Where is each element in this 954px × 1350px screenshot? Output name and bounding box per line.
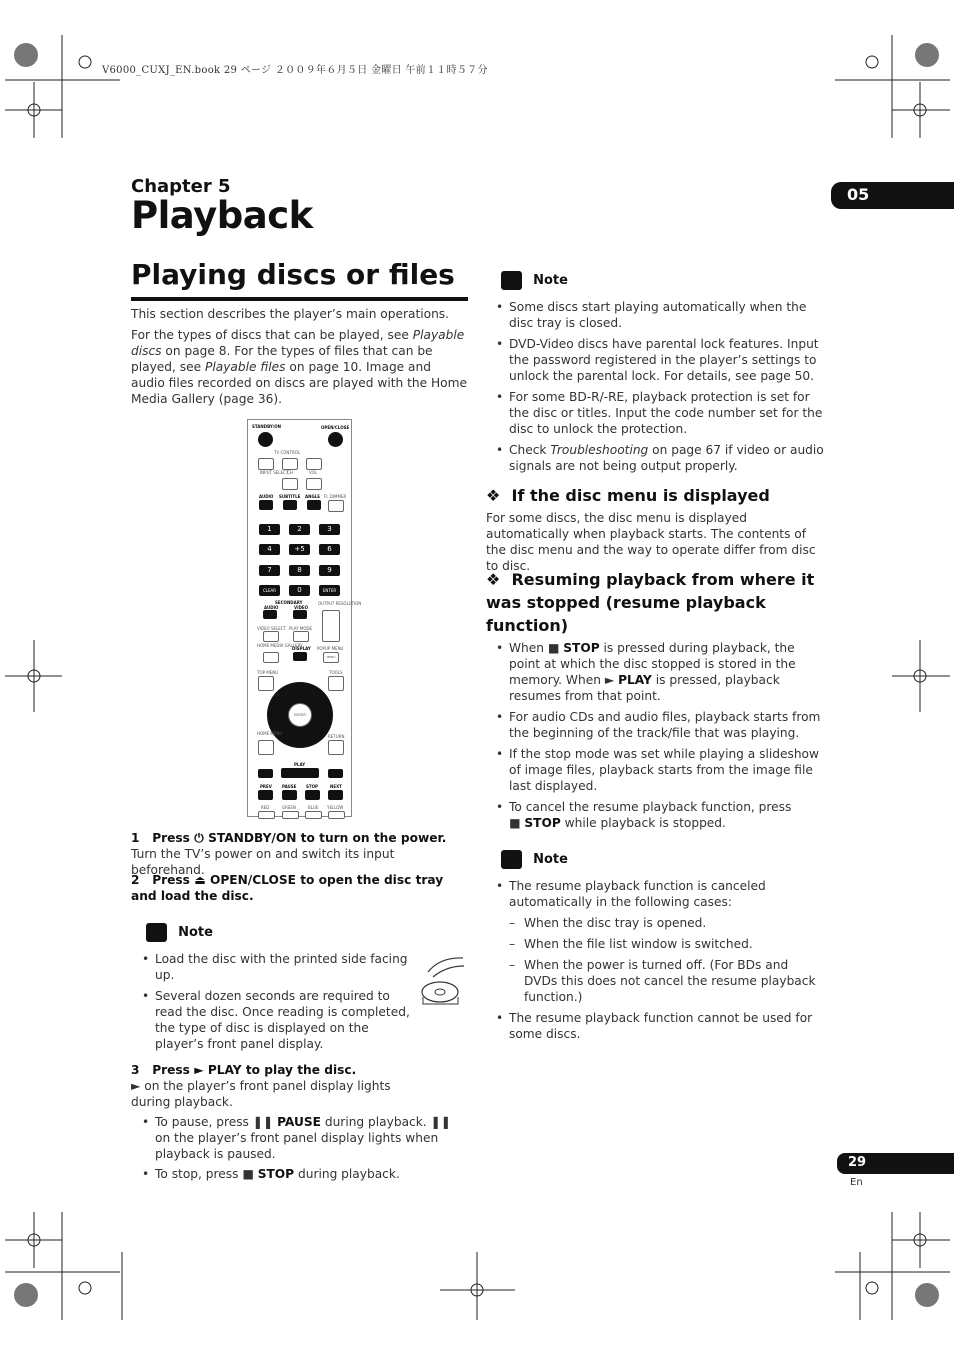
intro-p1: This section describes the player’s main operations. bbox=[131, 307, 450, 321]
step-3-desc: ► on the player’s front panel display lights during playback. bbox=[131, 1079, 391, 1109]
chapter-title: Playback bbox=[131, 194, 313, 237]
list-item: • Some discs start playing automatically when the disc tray is closed. bbox=[494, 299, 824, 331]
key-4: 4 bbox=[259, 544, 280, 555]
remote-label-home-menu: HOME MENU bbox=[257, 731, 283, 736]
key-9: 9 bbox=[319, 565, 340, 576]
page-language: En bbox=[850, 1177, 863, 1188]
list-item: • To cancel the resume playback function, press ■ STOP while playback is stopped. bbox=[494, 799, 824, 831]
remote-control-illustration bbox=[247, 419, 362, 817]
note-pencil-icon bbox=[146, 923, 167, 942]
list-item: – When the file list window is switched. bbox=[509, 936, 824, 952]
step-1-desc: Turn the TV’s power on and switch its input beforehand. bbox=[131, 847, 395, 877]
remote-label-green: GREEN bbox=[282, 805, 296, 810]
heading-resume: ❖ Resuming playback from where it was stopped (resume playback function) bbox=[486, 570, 815, 635]
remote-label-red: RED bbox=[261, 805, 270, 810]
key-3: 3 bbox=[319, 524, 340, 535]
note-1-list bbox=[140, 951, 415, 1052]
remote-label-ch: CH bbox=[287, 470, 293, 475]
stop-icon: ■ bbox=[242, 1167, 254, 1181]
intro-p2: For the types of discs that can be played, see Playable discs on page 8. For the types of files that can be played, see Playable files on page 10. Image and audio files recorded on discs are played with the Home Media Gallery (page 36). bbox=[131, 328, 468, 406]
remote-label-subtitle: SUBTITLE bbox=[279, 494, 301, 499]
note-2-header: Note bbox=[501, 270, 568, 290]
power-icon: ⏻ bbox=[194, 831, 204, 845]
remote-label-popup: POPUP MENU bbox=[317, 646, 344, 651]
standby-button-icon bbox=[258, 432, 273, 447]
note-1-header: Note bbox=[146, 922, 213, 942]
intro-block bbox=[131, 306, 468, 407]
list-item: • To pause, press ❚❚ PAUSE during playback. ❚❚ on the player’s front panel display lights when playback is paused. bbox=[140, 1114, 468, 1162]
list-item: – When the power is turned off. (For BDs and DVDs this does not cancel the resume playback function.) bbox=[509, 957, 824, 1005]
note-3-header: Note bbox=[501, 849, 568, 869]
remote-label-angle: ANGLE bbox=[305, 494, 321, 499]
page-number: 29 bbox=[837, 1153, 954, 1174]
step-2: 2 Press ⏏ OPEN/CLOSE to open the disc tray and load the disc. bbox=[131, 873, 444, 903]
print-header: V6000_CUXJ_EN.book 29 ページ ２００９年６月５日 金曜日 午前１１時５７分 bbox=[102, 65, 488, 76]
pause-icon: ❚❚ bbox=[252, 1115, 274, 1129]
section-rule bbox=[131, 297, 468, 301]
key-plus5: +5 bbox=[289, 544, 310, 555]
stop-icon: ■ bbox=[509, 816, 521, 830]
list-item: • To stop, press ■ STOP during playback. bbox=[140, 1166, 468, 1182]
section-title: Playing discs or files bbox=[131, 258, 455, 291]
list-item: • DVD-Video discs have parental lock features. Input the password registered in the player’s settings to unlock the parental lock. For details, see page 50. bbox=[494, 336, 824, 384]
key-8: 8 bbox=[289, 565, 310, 576]
step-3: 3 Press ► PLAY to play the disc. bbox=[131, 1063, 357, 1077]
eject-button-icon bbox=[328, 432, 343, 447]
remote-label-tools: TOOLS bbox=[329, 670, 343, 675]
eject-icon: ⏏ bbox=[194, 873, 206, 887]
list-item: • Load the disc with the printed side facing up. bbox=[140, 951, 415, 983]
remote-label-prev: PREV bbox=[260, 784, 272, 789]
note-3-sublist bbox=[494, 915, 824, 1005]
remote-menu-key: MENU bbox=[323, 652, 339, 663]
remote-label-home-media: HOME MEDIA GALLERY bbox=[257, 643, 303, 648]
note-pencil-icon bbox=[501, 271, 522, 290]
play-icon: ► bbox=[604, 673, 615, 687]
diamond-bullet-icon: ❖ bbox=[486, 486, 501, 505]
remote-label-tv-control: TV CONTROL bbox=[274, 450, 300, 455]
list-item: • If the stop mode was set while playing a slideshow of image files, playback starts from the image file last displayed. bbox=[494, 746, 824, 794]
list-item: • For some BD-R/-RE, playback protection is set for the disc or titles. Input the code number set for the disc to unlock the protection. bbox=[494, 389, 824, 437]
key-0: 0 bbox=[289, 585, 310, 596]
list-item: • When ■ STOP is pressed during playback, the point at which the disc stopped is stored in the memory. When ► PLAY is pressed, playback resumes from that point. bbox=[494, 640, 824, 704]
list-item: • For audio CDs and audio files, playback starts from the beginning of the track/file that was playing. bbox=[494, 709, 824, 741]
remote-label-input: INPUT SELECT bbox=[260, 470, 289, 475]
remote-label-top-menu: TOP MENU bbox=[257, 670, 279, 675]
note-pencil-icon bbox=[501, 850, 522, 869]
remote-label-play: PLAY bbox=[294, 762, 306, 767]
chapter-tab: 05 bbox=[831, 182, 954, 209]
remote-label-video-select: VIDEO SELECT bbox=[257, 626, 287, 631]
play-icon: ► bbox=[194, 1063, 204, 1077]
remote-label-open-close: OPEN/CLOSE bbox=[321, 425, 350, 430]
dial-enter-key: ENTER bbox=[288, 703, 312, 727]
note-2-list bbox=[494, 299, 824, 474]
key-6: 6 bbox=[319, 544, 340, 555]
remote-label-blue: BLUE bbox=[308, 805, 319, 810]
remote-label-output-res: OUTPUT RESOLUTION bbox=[318, 601, 362, 606]
remote-label-return: RETURN bbox=[328, 734, 345, 739]
step-3-list bbox=[140, 1114, 468, 1182]
remote-label-play-mode: PLAY MODE bbox=[289, 626, 313, 631]
remote-label-standby: STANDBY/ON bbox=[252, 424, 281, 429]
diamond-bullet-icon: ❖ bbox=[486, 570, 501, 589]
list-item: – When the disc tray is opened. bbox=[509, 915, 824, 931]
remote-label-fl-dimmer: FL DIMMER bbox=[324, 494, 347, 499]
disc-tray-illustration-icon bbox=[418, 952, 468, 1012]
step-1: 1 Press ⏻ STANDBY/ON to turn on the power. bbox=[131, 831, 447, 845]
list-item: • Check Troubleshooting on page 67 if video or audio signals are not being output properly. bbox=[494, 442, 824, 474]
note-3-list bbox=[494, 878, 824, 1042]
remote-label-sec-video: VIDEO bbox=[294, 605, 309, 610]
key-7: 7 bbox=[259, 565, 280, 576]
key-enter: ENTER bbox=[319, 585, 340, 596]
remote-label-yellow: YELLOW bbox=[327, 805, 344, 810]
heading-disc-menu: ❖ If the disc menu is displayed bbox=[486, 486, 770, 505]
list-item: • Several dozen seconds are required to read the disc. Once reading is completed, the type of disc is displayed on the player’s front panel display. bbox=[140, 988, 415, 1052]
remote-label-secondary: SECONDARY bbox=[275, 600, 303, 605]
remote-label-vol: VOL bbox=[309, 470, 318, 475]
remote-label-sec-audio: AUDIO bbox=[264, 605, 279, 610]
key-2: 2 bbox=[289, 524, 310, 535]
chapter-label: Chapter 5 bbox=[131, 176, 231, 197]
disc-menu-text: For some discs, the disc menu is displayed automatically when playback starts. The contents of the disc menu and the way to operate differ from disc to disc. bbox=[486, 511, 816, 573]
key-1: 1 bbox=[259, 524, 280, 535]
remote-label-stop: STOP bbox=[306, 784, 318, 789]
remote-label-next: NEXT bbox=[330, 784, 342, 789]
resume-list bbox=[494, 640, 824, 831]
remote-label-audio: AUDIO bbox=[259, 494, 274, 499]
remote-label-pause: PAUSE bbox=[282, 784, 297, 789]
pause-icon: ❚❚ bbox=[430, 1115, 451, 1129]
list-item: • The resume playback function cannot be used for some discs. bbox=[494, 1010, 824, 1042]
list-item: • The resume playback function is canceled automatically in the following cases: bbox=[494, 878, 824, 910]
remote-label-display: DISPLAY bbox=[292, 646, 311, 651]
key-clear: CLEAR bbox=[259, 585, 280, 596]
stop-icon: ■ bbox=[547, 641, 560, 655]
